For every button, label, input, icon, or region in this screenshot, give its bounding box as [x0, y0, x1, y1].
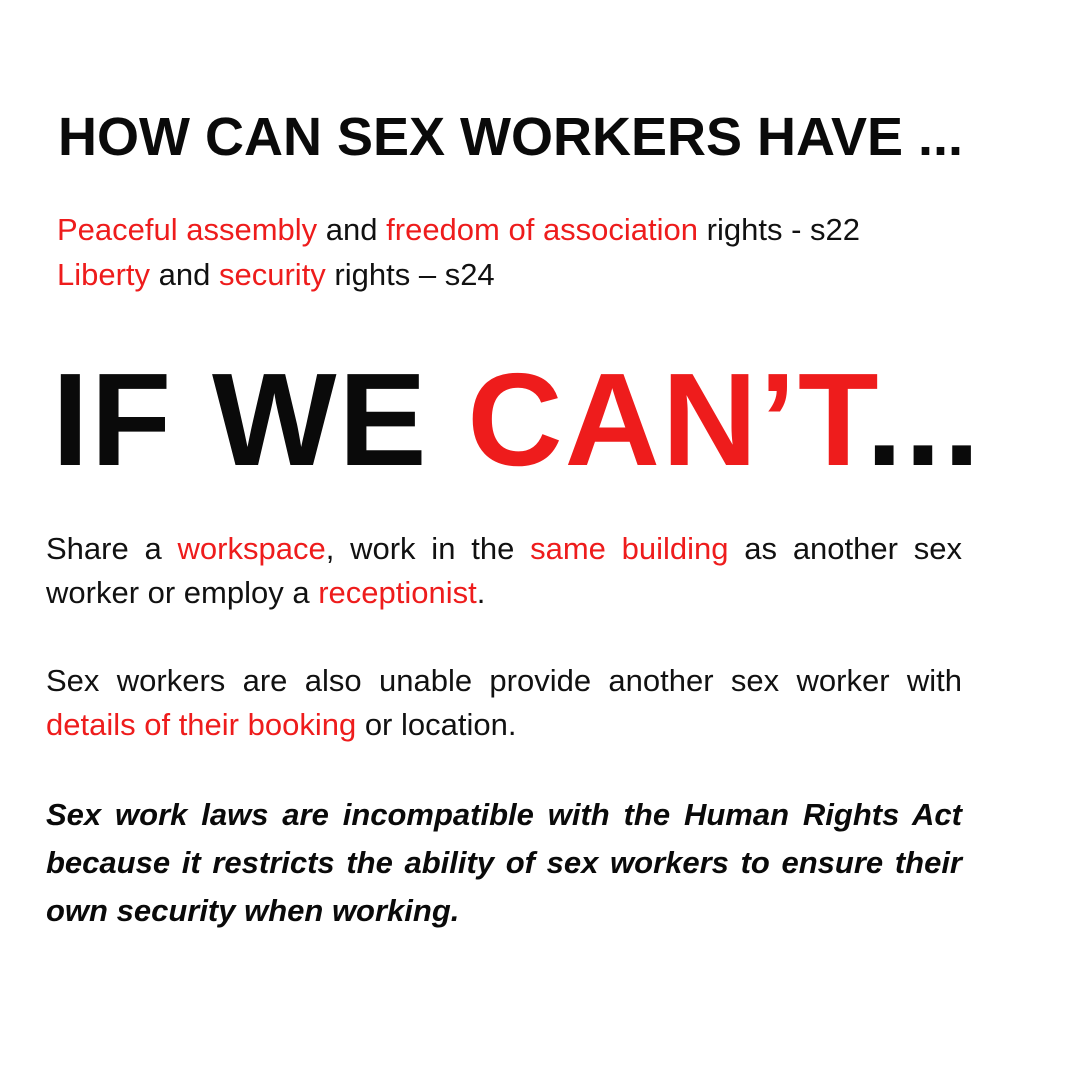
highlight-peaceful-assembly: Peaceful assembly	[57, 212, 318, 247]
big-statement-cant: CAN’T	[467, 346, 866, 493]
highlight-receptionist: receptionist	[318, 575, 477, 610]
highlight-freedom-of-association: freedom of association	[386, 212, 699, 247]
rights-text: and	[317, 212, 387, 247]
paragraph-text: Share a	[46, 531, 178, 566]
paragraph-text: , work in the	[325, 531, 531, 566]
highlight-liberty: Liberty	[57, 257, 151, 292]
big-statement-prefix: IF WE	[52, 346, 468, 493]
highlight-same-building: same building	[530, 531, 729, 566]
highlight-booking-details: details of their booking	[46, 707, 357, 742]
headline: HOW CAN SEX WORKERS HAVE ...	[58, 107, 964, 167]
rights-list	[57, 207, 860, 297]
rights-text: and	[150, 257, 219, 292]
paragraph-text: Sex workers are also unable provide another sex worker with	[46, 663, 962, 698]
paragraph-booking	[46, 659, 962, 747]
highlight-workspace: workspace	[177, 531, 326, 566]
paragraph-text: as another sex worker or employ a	[46, 531, 962, 610]
paragraph-text: or location.	[356, 707, 517, 742]
big-statement-ellipsis: ...	[865, 346, 982, 493]
paragraph-text: .	[476, 575, 486, 610]
rights-text: rights – s24	[325, 257, 495, 292]
rights-line-s24	[57, 252, 860, 297]
paragraph-workspace	[46, 527, 962, 615]
rights-line-s22	[57, 207, 860, 252]
conclusion-statement: Sex work laws are incompatible with the Human Rights Act because it restricts the ability of sex workers to ensure their own security when working.	[46, 797, 962, 928]
big-statement	[52, 345, 982, 495]
rights-text: rights - s22	[698, 212, 860, 247]
highlight-security: security	[219, 257, 326, 292]
